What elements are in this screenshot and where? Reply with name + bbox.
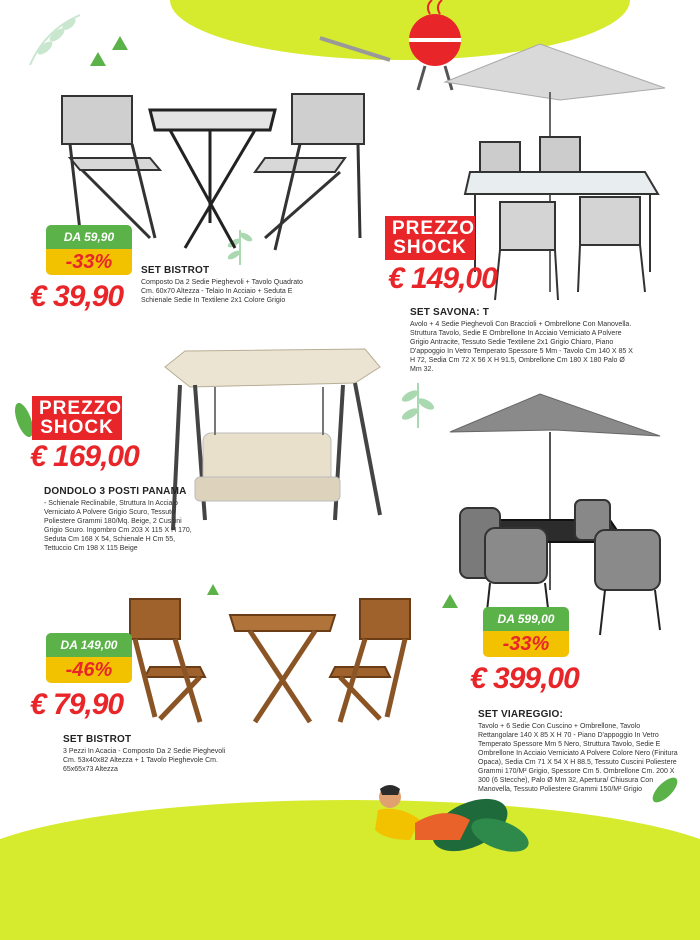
product-description: 3 Pezzi In Acacia - Composto Da 2 Sedie Pieghevoli Cm. 53x40x82 Altezza + 1 Tavolo Pieghevole Cm. 65x65x73 Altezza <box>63 748 226 773</box>
price: € 79,90 <box>30 688 124 721</box>
discount-badge: -33% <box>46 249 132 275</box>
price: € 39,90 <box>30 280 124 313</box>
price: € 399,00 <box>470 662 579 695</box>
product-title: SET VIAREGGIO: <box>478 709 564 720</box>
dondolo-image <box>165 345 385 535</box>
product-title: SET SAVONA: T <box>410 307 490 318</box>
price: € 149,00 <box>388 262 497 295</box>
product-description: - Schienale Reclinabile, Struttura In Acciaio Verniciato A Polvere Grigio Scuro, Tessuto Poliestere Grammi 180/Mq. Beige, 2 Cuscini Grigio Scuro. Ingombro Cm 203 X 115 X H 170, Seduta Cm 168 X 54, Schienale H Cm 55, Tettuccio Cm 198 X 115 Beige <box>44 500 192 552</box>
discount-badge: -33% <box>483 631 569 657</box>
leaf-icon <box>206 582 220 596</box>
discount-badge: -46% <box>46 657 132 683</box>
product-description: Tavolo + 6 Sedie Con Cuscino + Ombrellone, Tavolo Rettangolare 140 X 85 X H 70 - Piano D'appoggio In Vetro Temperato Spessore Mm 5 Nero, Struttura Tavolo, Sedie E Ombrellone In Acciaio Verniciato A Polvere Colore Nero (Finitura Opaca), Sedia Cm 71 X 54 X H 88.5, Tessuto Cuscini Poliestere Grammi 170/M² Grigio, Spessore Cm 5. Ombrellone Cm. 200 X 300 (6 Stecche), Palo Ø Mm 32, Apertura/ Chiusura Con Manovella, Tessuto Poliestere Grammi 150/M² Grigio <box>478 723 678 793</box>
product-title: SET BISTROT <box>63 734 132 745</box>
product-description: Avolo + 4 Sedie Pieghevoli Con Braccioli + Ombrellone Con Manovella. Struttura Tavolo, Sedie E Ombrellone In Acciaio Verniciato A Polvere Grigio Antracite, Tessuto Sedie Textilene 2x1 Grigio Chiaro, Piano D'appoggio In Vetro Temperato Spessore 5 Mm - Tavolo Cm 140 X 85 X H 72, Sedia Cm 72 X 56 X H 91.5, Ombrellone Cm 180 X 180 Palo Ø Mm 32. <box>410 321 633 373</box>
lime-decor-bottom <box>0 800 700 940</box>
leaf-icon <box>88 48 108 68</box>
price: € 169,00 <box>30 440 139 473</box>
product-title: DONDOLO 3 POSTI PANAMA <box>44 486 187 497</box>
leaf-icon <box>110 32 130 52</box>
leaf-icon <box>25 10 85 70</box>
bistrot-wood-image <box>125 597 415 727</box>
viareggio-image <box>445 390 675 640</box>
old-price: DA 599,00 <box>483 607 569 631</box>
product-description: Composto Da 2 Sedie Pieghevoli + Tavolo Quadrato Cm. 60x70 Altezza - Telaio In Acciaio + Seduta E Schienale Sedie In Textilene 2x1 Colore Grigio <box>141 279 303 304</box>
person-relaxing-icon <box>360 785 530 865</box>
old-price: DA 59,90 <box>46 225 132 249</box>
prezzo-shock-badge: PREZZO SHOCK <box>32 396 122 440</box>
old-price: DA 149,00 <box>46 633 132 657</box>
leaf-icon <box>400 378 436 428</box>
prezzo-shock-badge: PREZZO SHOCK <box>385 216 475 260</box>
product-title: SET BISTROT <box>141 265 210 276</box>
